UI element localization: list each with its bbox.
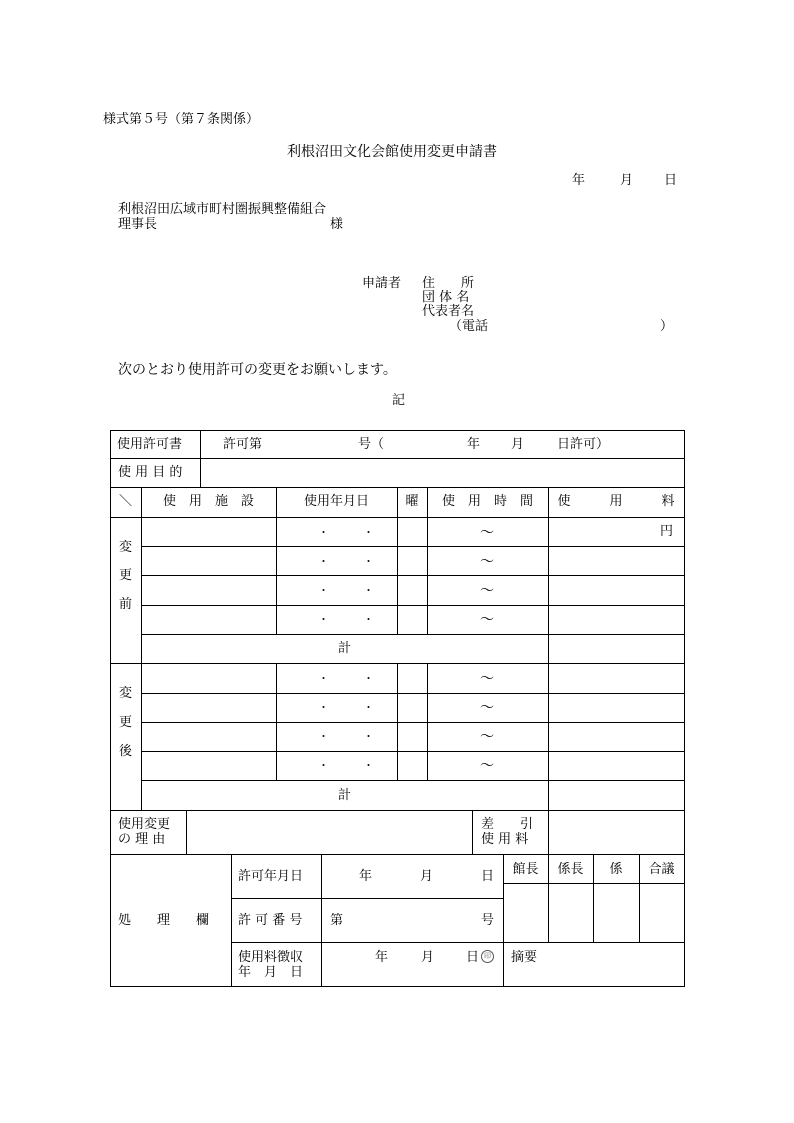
before-char-3: 前 (118, 597, 132, 612)
seal-icon: 印 (481, 950, 494, 963)
date-dot: ・ (318, 555, 329, 568)
time-tilde: ～ (480, 729, 494, 745)
purpose-label: 使 用 目 的 (118, 465, 183, 480)
permit-date-day: 日 (481, 869, 495, 884)
permit-day-label: 日許可） (557, 437, 610, 452)
time-tilde: ～ (480, 525, 494, 541)
process-label: 処 理 欄 (118, 913, 210, 928)
date-dot: ・ (318, 759, 329, 772)
permit-no-label: 許可第 (223, 437, 263, 452)
permit-month-label: 月 (511, 437, 525, 452)
permit-date-year: 年 (359, 869, 373, 884)
ki-label: 記 (392, 393, 406, 408)
permit-number-label: 許 可 番 号 (238, 913, 303, 928)
date-dot: ・ (363, 730, 374, 743)
reason-label-1: 使用変更 (118, 817, 171, 832)
body-text: 次のとおり使用許可の変更をお願いします。 (118, 362, 397, 378)
time-tilde: ～ (480, 583, 494, 599)
date-dot: ・ (363, 613, 374, 626)
page-title: 利根沼田文化会館使用変更申請書 (287, 144, 497, 160)
header-time: 使 用 時 間 (441, 494, 533, 509)
applicant-address-label: 住 所 (422, 276, 475, 291)
applicant-tel-label: （電話 (449, 319, 489, 334)
date-dot: ・ (318, 613, 329, 626)
date-dot: ・ (318, 730, 329, 743)
applicant-rep-label: 代表者名 (422, 304, 475, 319)
date-dot: ・ (318, 701, 329, 714)
form-number: 様式第５号（第７条関係） (103, 112, 260, 127)
fee-collect-day: 日 (466, 950, 480, 965)
permit-date-label: 許可年月日 (238, 869, 304, 884)
date-day: 日 (664, 173, 678, 188)
addressee-org: 利根沼田広域市町村圏振興整備組合 (118, 202, 327, 217)
after-char-1: 変 (118, 686, 132, 701)
date-month: 月 (620, 173, 634, 188)
fee-collect-label-1: 使用料徴収 (238, 950, 304, 965)
date-dot: ・ (363, 555, 374, 568)
date-year: 年 (572, 173, 586, 188)
time-tilde: ～ (480, 671, 494, 687)
time-tilde: ～ (480, 700, 494, 716)
header-facility: 使 用 施 設 (162, 494, 254, 509)
diff-label-1: 差 引 (481, 817, 534, 832)
applicant-tel-close: ） (660, 319, 674, 334)
date-dot: ・ (318, 584, 329, 597)
date-dot: ・ (318, 672, 329, 685)
permit-number-go: 号 (481, 913, 495, 928)
applicant-label: 申請者 (362, 276, 402, 291)
permit-label: 使用許可書 (117, 437, 183, 452)
approval-gogi: 合議 (648, 862, 675, 877)
diff-label-2: 使 用 料 (481, 832, 529, 847)
fee-collect-label-2: 年 月 日 (238, 965, 304, 980)
after-total-label: 計 (337, 788, 351, 803)
date-dot: ・ (363, 672, 374, 685)
after-char-3: 後 (118, 744, 132, 759)
permit-year-label: 年 (467, 437, 481, 452)
after-char-2: 更 (118, 715, 132, 730)
approval-kakari: 係 (609, 862, 623, 877)
fee-collect-year: 年 (375, 950, 389, 965)
before-char-2: 更 (118, 568, 132, 583)
fee-collect-month: 月 (421, 950, 435, 965)
corner-slash: ＼ (118, 494, 132, 509)
date-dot: ・ (363, 759, 374, 772)
approval-kancho: 館長 (512, 862, 539, 877)
approval-kakaricho: 係長 (557, 862, 584, 877)
time-tilde: ～ (480, 758, 494, 774)
before-total-label: 計 (337, 641, 351, 656)
addressee-role: 理事長 (118, 217, 158, 232)
before-char-1: 変 (118, 540, 132, 555)
header-weekday: 曜 (405, 494, 419, 509)
date-dot: ・ (363, 701, 374, 714)
header-date: 使用年月日 (303, 494, 369, 509)
applicant-group-label: 団 体 名 (422, 290, 470, 305)
yen-label: 円 (660, 524, 674, 539)
time-tilde: ～ (480, 612, 494, 628)
addressee-honorific: 様 (330, 217, 344, 232)
date-dot: ・ (363, 526, 374, 539)
date-dot: ・ (363, 584, 374, 597)
permit-date-month: 月 (420, 869, 434, 884)
date-dot: ・ (318, 526, 329, 539)
header-fee: 使 用 料 (557, 494, 675, 509)
reason-label-2: の 理 由 (118, 832, 166, 847)
permit-number-dai: 第 (330, 913, 344, 928)
permit-go-label: 号（ (358, 437, 385, 452)
time-tilde: ～ (480, 554, 494, 570)
remarks-label: 摘要 (511, 950, 538, 965)
